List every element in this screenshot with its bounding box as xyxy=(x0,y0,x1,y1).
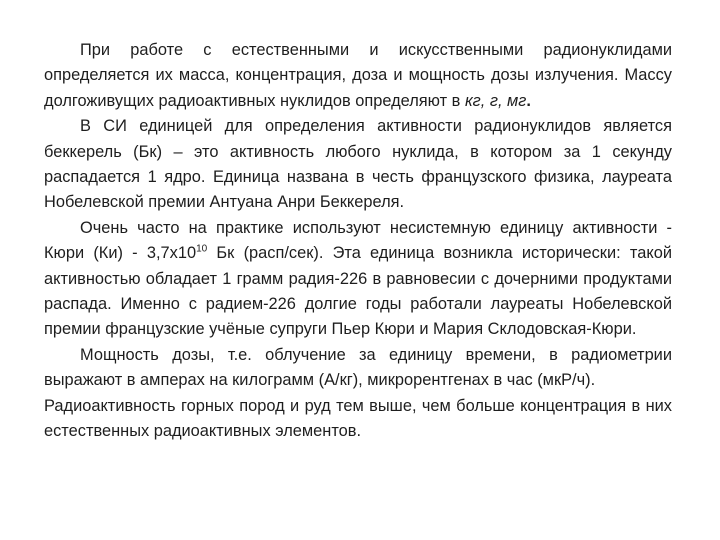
document-body xyxy=(44,38,672,445)
paragraph-curie xyxy=(44,216,672,343)
paragraph-dose-rate xyxy=(44,343,672,394)
paragraph-text: В СИ единицей для определения активности радионуклидов является беккерель (Бк) – это активность любого нуклида, в котором за 1 секунду распадается 1 ядро. Единица названа в честь французского физика, лауреата Нобелевской премии Антуана Анри Беккереля. xyxy=(44,117,672,212)
paragraph-mass-measurement xyxy=(44,38,672,114)
paragraph-text-continued: Бк (расп/сек). Эта единица возникла исторически: такой активностью обладает 1 грамм радия-226 в равновесии с дочерними продуктами распада. Именно с радием-226 долгие годы работали лауреаты Нобелевской премии французские учёные супруги Пьер Кюри и Мария Склодовская-Кюри. xyxy=(44,244,672,339)
paragraph-text: Радиоактивность горных пород и руд тем выше, чем больше концентрация в них естественных радиоактивных элементов. xyxy=(44,396,672,441)
paragraph-end: . xyxy=(526,91,531,110)
paragraph-text: Мощность дозы, т.е. облучение за единицу времени, в радиометрии выражают в амперах на килограмм (А/кг), микрорентгенах в час (мкР/ч). xyxy=(44,345,672,390)
paragraph-rock-radioactivity xyxy=(44,394,672,445)
paragraph-text: Очень часто на практике используют несистемную единицу активности - Кюри (Ки) - 3,7х10 xyxy=(44,218,672,263)
exponent: 10 xyxy=(196,243,208,255)
mass-units: кг, г, мг xyxy=(464,91,527,110)
paragraph-becquerel xyxy=(44,114,672,216)
paragraph-text: При работе с естественными и искусственными радионуклидами определяется их масса, концентрация, доза и мощность дозы излучения. Массу долгоживущих радиоактивных нуклидов определяют в xyxy=(44,41,672,110)
